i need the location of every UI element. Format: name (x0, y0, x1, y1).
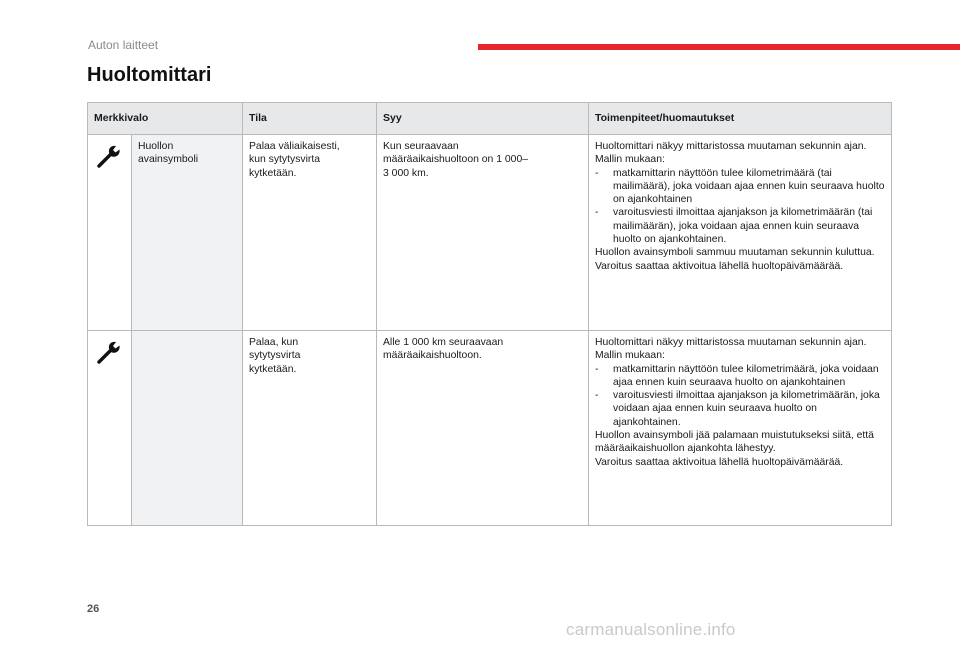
notes-cell (589, 135, 892, 331)
notes-outro: Huollon avainsymboli jää palamaan muistutukseksi siitä, että määräaikaishuollon ajankohta lähestyy. (595, 430, 874, 455)
column-header-actions: Toimenpiteet/huomautukset (589, 103, 892, 135)
notes-bullets (595, 363, 885, 429)
notes-cell (589, 331, 892, 526)
cause-cell: Kun seuraavaan määräaikaishuoltoon on 1 000– 3 000 km. (377, 135, 589, 331)
indicator-icon-cell (88, 331, 132, 526)
cause-cell: Alle 1 000 km seuraavaan määräaikaishuoltoon. (377, 331, 589, 526)
notes-outro: Huollon avainsymboli sammuu muutaman sekunnin kuluttua. (595, 247, 875, 259)
state-cell: Palaa, kun sytytysvirta kytketään. (243, 331, 377, 526)
notes-bullets (595, 167, 885, 247)
table-header-row (88, 103, 892, 135)
state-cell: Palaa väliaikaisesti, kun sytytysvirta kytketään. (243, 135, 377, 331)
bullet-text: matkamittarin näyttöön tulee kilometrimäärä (tai mailimäärä), joka voidaan ajaa ennen kuin seuraava huolto on ajankohtainen (613, 167, 885, 206)
list-item: - varoitusviesti ilmoittaa ajanjakson ja kilometrimäärän, joka voidaan ajaa ennen kuin seuraava huolto on ajankohtainen. (595, 390, 880, 428)
page-title: Huoltomittari (87, 64, 212, 86)
indicator-icon-cell (88, 135, 132, 331)
warning-light-table (87, 102, 892, 526)
indicator-label: Huollon avainsymboli (132, 135, 243, 331)
column-header-state: Tila (243, 103, 377, 135)
wrench-icon (97, 339, 123, 365)
header-accent-bar (478, 44, 960, 50)
section-label: Auton laitteet (88, 38, 159, 52)
notes-warning: Varoitus saattaa aktivoitua lähellä huoltopäivämäärää. (595, 456, 844, 468)
wrench-icon (97, 143, 123, 169)
column-header-cause: Syy (377, 103, 589, 135)
page-number: 26 (87, 603, 100, 615)
bullet-text: matkamittarin näyttöön tulee kilometrimäärä, joka voidaan ajaa ennen kuin seuraava huolto on ajankohtainen (613, 363, 879, 388)
table-row (88, 331, 892, 526)
notes-intro: Huoltomittari näkyy mittaristossa muutaman sekunnin ajan. Mallin mukaan: (595, 141, 867, 166)
notes-intro: Huoltomittari näkyy mittaristossa muutaman sekunnin ajan. Mallin mukaan: (595, 337, 867, 362)
column-header-indicator: Merkkivalo (88, 103, 243, 135)
list-item: - matkamittarin näyttöön tulee kilometrimäärä (tai mailimäärä), joka voidaan ajaa ennen kuin seuraava huolto on ajankohtainen (595, 167, 885, 206)
list-item: - varoitusviesti ilmoittaa ajanjakson ja kilometrimäärän (tai mailimäärän), joka voidaan ajaa ennen kuin seuraava huolto on ajankohtainen. (595, 207, 873, 246)
table-row (88, 135, 892, 331)
indicator-label (132, 331, 243, 526)
list-item: - matkamittarin näyttöön tulee kilometrimäärä, joka voidaan ajaa ennen kuin seuraava huolto on ajankohtainen (595, 363, 879, 388)
bullet-text: varoitusviesti ilmoittaa ajanjakson ja kilometrimäärän, joka voidaan ajaa ennen kuin seuraava huolto on ajankohtainen. (613, 390, 880, 428)
bullet-text: varoitusviesti ilmoittaa ajanjakson ja kilometrimäärän (tai mailimäärän), joka voidaan ajaa ennen kuin seuraava huolto on ajankohtainen. (613, 207, 873, 246)
watermark: carmanualsonline.info (566, 620, 736, 639)
notes-warning: Varoitus saattaa aktivoitua lähellä huoltopäivämäärää. (595, 260, 844, 272)
